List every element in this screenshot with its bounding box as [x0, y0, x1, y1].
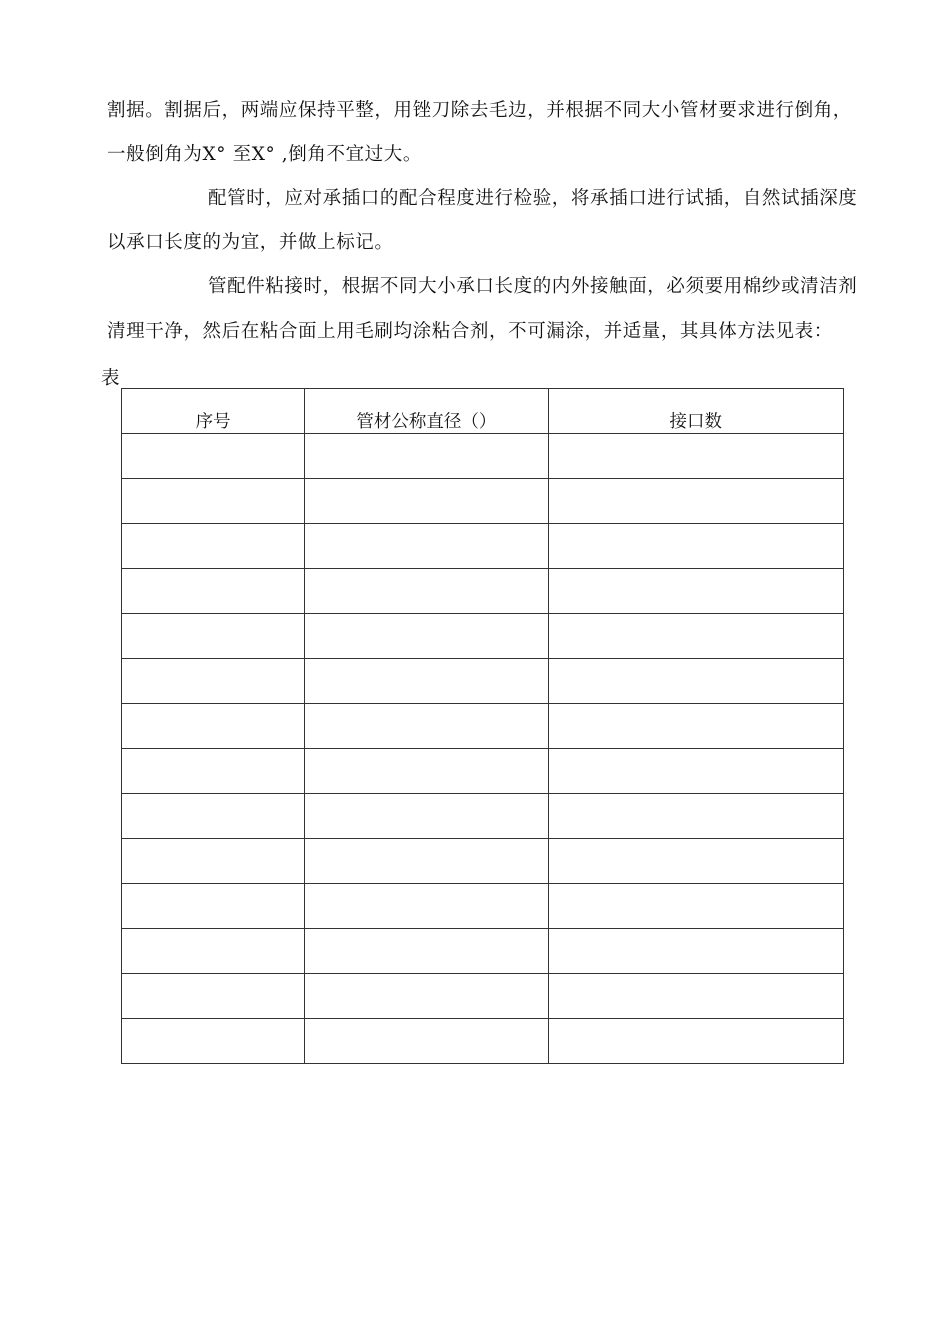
table-row: [122, 839, 844, 884]
table-row: [122, 974, 844, 1019]
paragraph-line: 一般倒角为X° 至X° ,倒角不宜过大。: [107, 144, 422, 165]
table-cell: [122, 794, 305, 839]
table-cell: [122, 614, 305, 659]
header-nominal-diameter: 管材公称直径（）: [305, 389, 548, 434]
table-cell: [548, 929, 843, 974]
table-row: [122, 569, 844, 614]
table-cell: [548, 524, 843, 569]
table-cell: [305, 794, 548, 839]
table-row: [122, 524, 844, 569]
table-cell: [305, 479, 548, 524]
table-cell: [305, 749, 548, 794]
table-cell: [122, 479, 305, 524]
table-cell: [305, 614, 548, 659]
table-cell: [548, 749, 843, 794]
table-cell: [122, 569, 305, 614]
table-cell: [548, 704, 843, 749]
table-cell: [122, 839, 305, 884]
table-cell: [305, 659, 548, 704]
table-cell: [305, 704, 548, 749]
table-header-row: [122, 389, 844, 434]
table-cell: [305, 929, 548, 974]
table-caption: 表: [101, 368, 120, 389]
paragraph-line: 以承口长度的为宜，并做上标记。: [107, 232, 394, 253]
table-row: [122, 1019, 844, 1064]
table-row: [122, 614, 844, 659]
paragraph-line: 配管时，应对承插口的配合程度进行检验，将承插口进行试插，自然试插深度: [208, 188, 858, 209]
table-cell: [305, 569, 548, 614]
table-cell: [305, 434, 548, 479]
table-row: [122, 434, 844, 479]
table-row: [122, 704, 844, 749]
table-cell: [548, 1019, 843, 1064]
table-cell: [548, 614, 843, 659]
header-joint-count: 接口数: [548, 389, 843, 434]
table-cell: [122, 659, 305, 704]
table-cell: [548, 839, 843, 884]
table-cell: [305, 839, 548, 884]
table-cell: [122, 704, 305, 749]
paragraph-line: 管配件粘接时，根据不同大小承口长度的内外接触面，必须要用棉纱或清洁剂: [208, 276, 858, 297]
pipe-joint-table: [121, 388, 844, 1064]
table-row: [122, 479, 844, 524]
table-cell: [548, 434, 843, 479]
table-cell: [548, 659, 843, 704]
table-row: [122, 884, 844, 929]
table-cell: [548, 479, 843, 524]
table-cell: [305, 884, 548, 929]
table-cell: [122, 974, 305, 1019]
paragraph-line: 清理干净，然后在粘合面上用毛刷均涂粘合剂，不可漏涂，并适量，其具体方法见表：: [107, 321, 833, 342]
table-row: [122, 794, 844, 839]
paragraph-line: 割据。割据后，两端应保持平整，用锉刀除去毛边，并根据不同大小管材要求进行倒角，: [107, 100, 852, 121]
table-cell: [122, 524, 305, 569]
table-cell: [548, 794, 843, 839]
table-cell: [122, 929, 305, 974]
table-cell: [548, 974, 843, 1019]
table-cell: [305, 1019, 548, 1064]
table-row: [122, 749, 844, 794]
table-cell: [122, 1019, 305, 1064]
table-cell: [305, 524, 548, 569]
table-body: [122, 434, 844, 1064]
table-cell: [122, 749, 305, 794]
table-cell: [548, 884, 843, 929]
table-cell: [305, 974, 548, 1019]
table-cell: [548, 569, 843, 614]
table-row: [122, 659, 844, 704]
table-row: [122, 929, 844, 974]
table-cell: [122, 434, 305, 479]
header-serial-number: 序号: [122, 389, 305, 434]
table-cell: [122, 884, 305, 929]
